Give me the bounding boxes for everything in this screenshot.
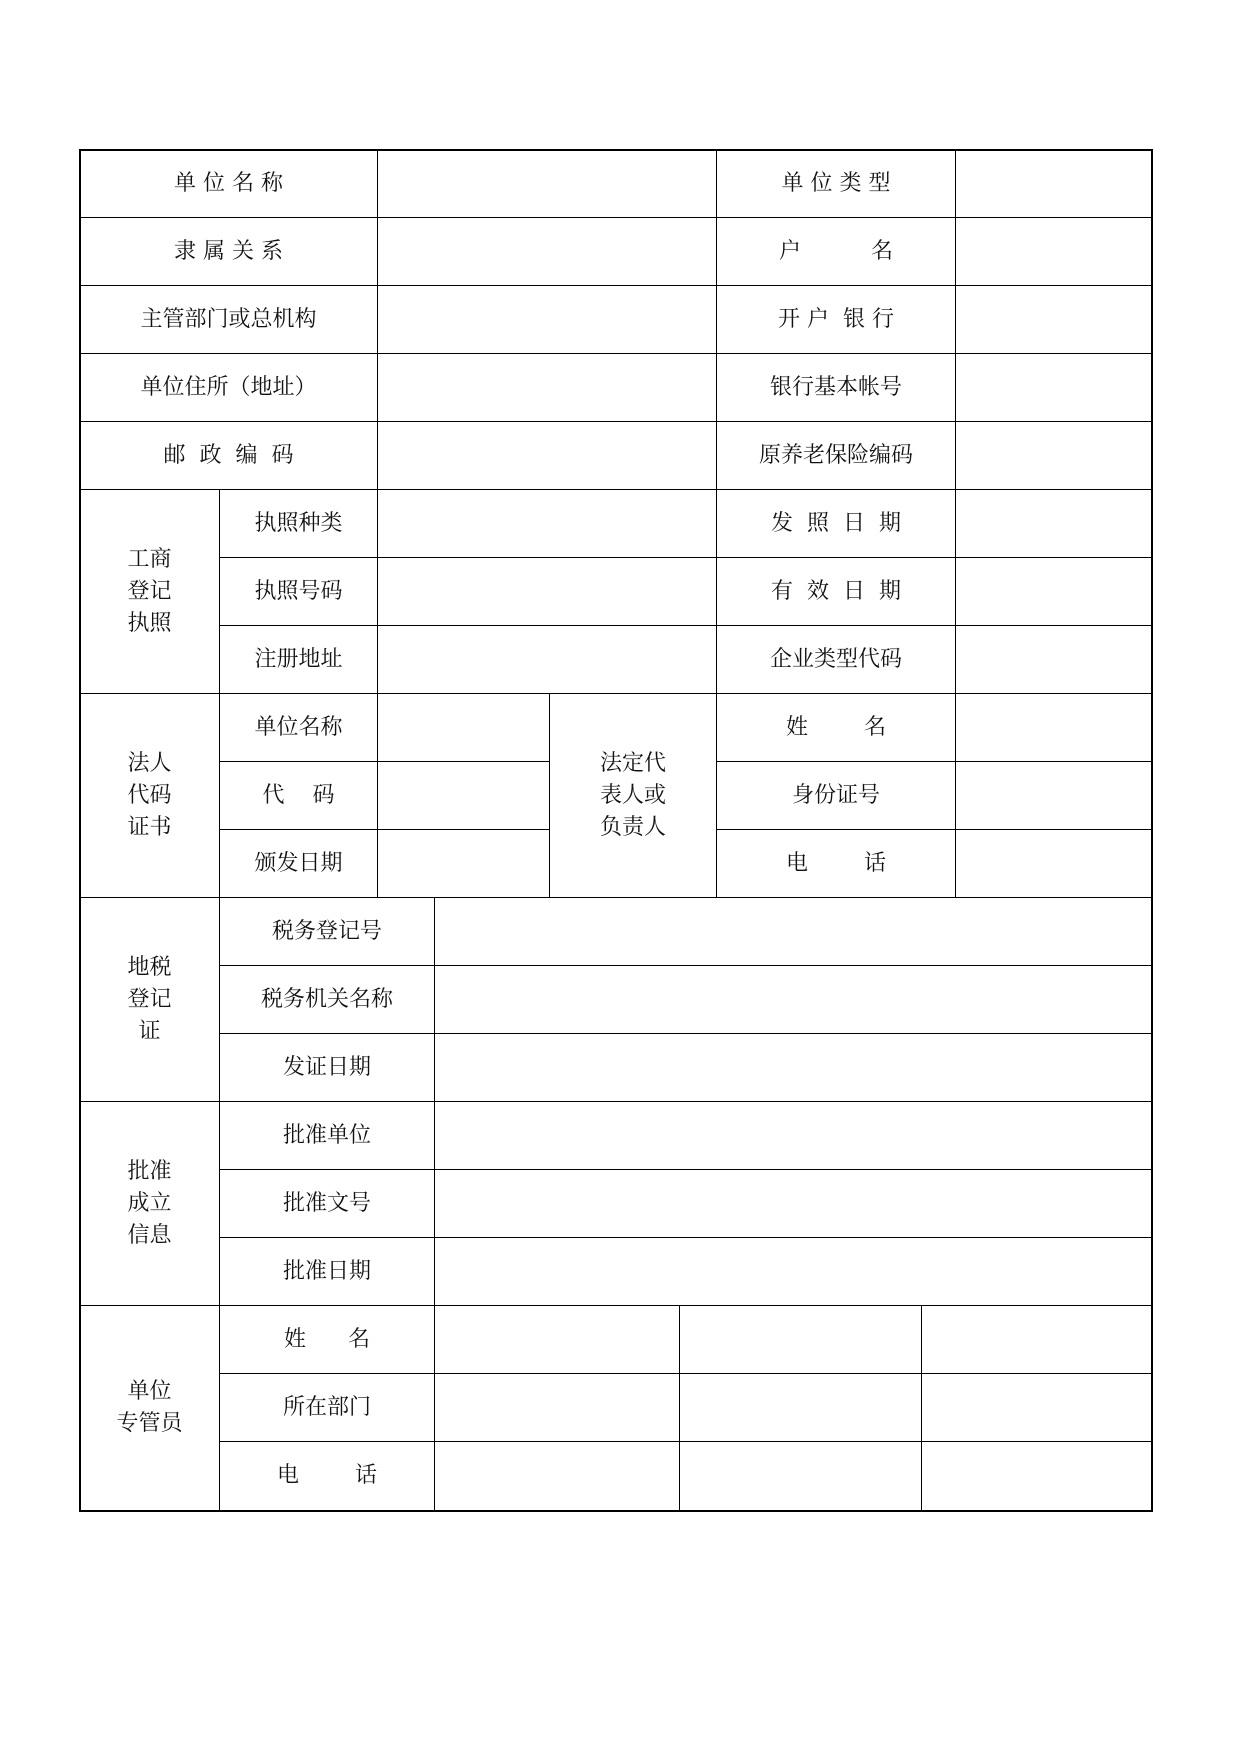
- bank-account-field[interactable]: [956, 354, 1151, 421]
- affiliation-field[interactable]: [378, 218, 716, 285]
- staff-phone-label: 电 话: [277, 1463, 377, 1488]
- approval-unit-label: 批准单位: [282, 1122, 371, 1148]
- postcode-field[interactable]: [378, 422, 716, 489]
- issue-date-label: 发 照 日 期: [771, 510, 901, 536]
- legal-code-group-label: 法人 代码 证书: [127, 750, 172, 840]
- tax-group-label: 地税 登记 证: [127, 954, 172, 1044]
- business-license-group-label: 工商 登记 执照: [127, 546, 172, 636]
- bank-label: 开 户 银 行: [778, 306, 894, 332]
- tax-cert-date-label: 发证日期: [282, 1054, 371, 1080]
- legal-issue-date-label: 颁发日期: [254, 850, 343, 876]
- account-name-field[interactable]: [956, 218, 1151, 285]
- staff-phone-field-2[interactable]: [680, 1442, 921, 1510]
- enterprise-code-field[interactable]: [956, 626, 1151, 693]
- address-label: 单位住所（地址）: [140, 374, 317, 400]
- address-field[interactable]: [378, 354, 716, 421]
- approval-group-label: 批准 成立 信息: [127, 1158, 172, 1248]
- affiliation-label: 隶 属 关 系: [174, 238, 283, 264]
- legal-unit-name-label: 单位名称: [254, 714, 343, 740]
- account-name-label: 户 名: [779, 238, 893, 264]
- unit-name-label: 单 位 名 称: [174, 170, 283, 196]
- legal-code-field[interactable]: [378, 762, 549, 829]
- approval-date-field[interactable]: [435, 1238, 1151, 1305]
- approval-unit-field[interactable]: [435, 1102, 1151, 1169]
- staff-department-label: 所在部门: [282, 1394, 371, 1420]
- supervisor-field[interactable]: [378, 286, 716, 353]
- approval-date-label: 批准日期: [282, 1258, 371, 1284]
- legal-unit-name-field[interactable]: [378, 694, 549, 761]
- staff-name-field-1[interactable]: [435, 1306, 679, 1373]
- rep-name-field[interactable]: [956, 694, 1151, 761]
- legal-issue-date-field[interactable]: [378, 830, 549, 897]
- rep-id-label: 身份证号: [791, 782, 880, 808]
- table-border-bottom: [79, 1510, 1153, 1512]
- reg-address-field[interactable]: [378, 626, 716, 693]
- valid-date-field[interactable]: [956, 558, 1151, 625]
- staff-department-field-2[interactable]: [680, 1374, 921, 1441]
- unit-type-field[interactable]: [956, 150, 1151, 217]
- approval-doc-no-field[interactable]: [435, 1170, 1151, 1237]
- approval-doc-no-label: 批准文号: [282, 1190, 371, 1216]
- pension-code-label: 原养老保险编码: [758, 442, 913, 468]
- reg-address-label: 注册地址: [254, 646, 343, 672]
- staff-phone-field-1[interactable]: [435, 1442, 679, 1510]
- staff-name-label: 姓 名: [284, 1326, 370, 1352]
- legal-code-label: 代 码: [262, 782, 335, 808]
- tax-cert-date-field[interactable]: [435, 1034, 1151, 1101]
- rep-name-label: 姓 名: [786, 714, 886, 740]
- license-type-label: 执照种类: [254, 510, 343, 536]
- enterprise-code-label: 企业类型代码: [769, 646, 902, 672]
- staff-department-field-3[interactable]: [922, 1374, 1151, 1441]
- license-type-field[interactable]: [378, 490, 716, 557]
- staff-name-field-3[interactable]: [922, 1306, 1151, 1373]
- rep-phone-field[interactable]: [956, 830, 1151, 897]
- rep-phone-label: 电 话: [786, 850, 886, 876]
- staff-group-label: 单位 专管员: [116, 1379, 183, 1436]
- postcode-label: 邮 政 编 码: [163, 442, 294, 468]
- valid-date-label: 有 效 日 期: [771, 578, 901, 604]
- pension-code-field[interactable]: [956, 422, 1151, 489]
- issue-date-field[interactable]: [956, 490, 1151, 557]
- bank-field[interactable]: [956, 286, 1151, 353]
- license-no-field[interactable]: [378, 558, 716, 625]
- bank-account-label: 银行基本帐号: [769, 374, 902, 400]
- legal-rep-group-label: 法定代 表人或 负责人: [599, 750, 666, 840]
- tax-no-label: 税务登记号: [271, 918, 382, 944]
- staff-name-field-2[interactable]: [680, 1306, 921, 1373]
- staff-phone-field-3[interactable]: [922, 1442, 1151, 1510]
- tax-office-label: 税务机关名称: [260, 986, 393, 1012]
- supervisor-label: 主管部门或总机构: [140, 306, 317, 332]
- unit-type-label: 单 位 类 型: [781, 170, 891, 196]
- tax-office-field[interactable]: [435, 966, 1151, 1033]
- unit-name-field[interactable]: [378, 150, 716, 217]
- license-no-label: 执照号码: [254, 578, 343, 604]
- tax-no-field[interactable]: [435, 898, 1151, 965]
- staff-department-field-1[interactable]: [435, 1374, 679, 1441]
- rep-id-field[interactable]: [956, 762, 1151, 829]
